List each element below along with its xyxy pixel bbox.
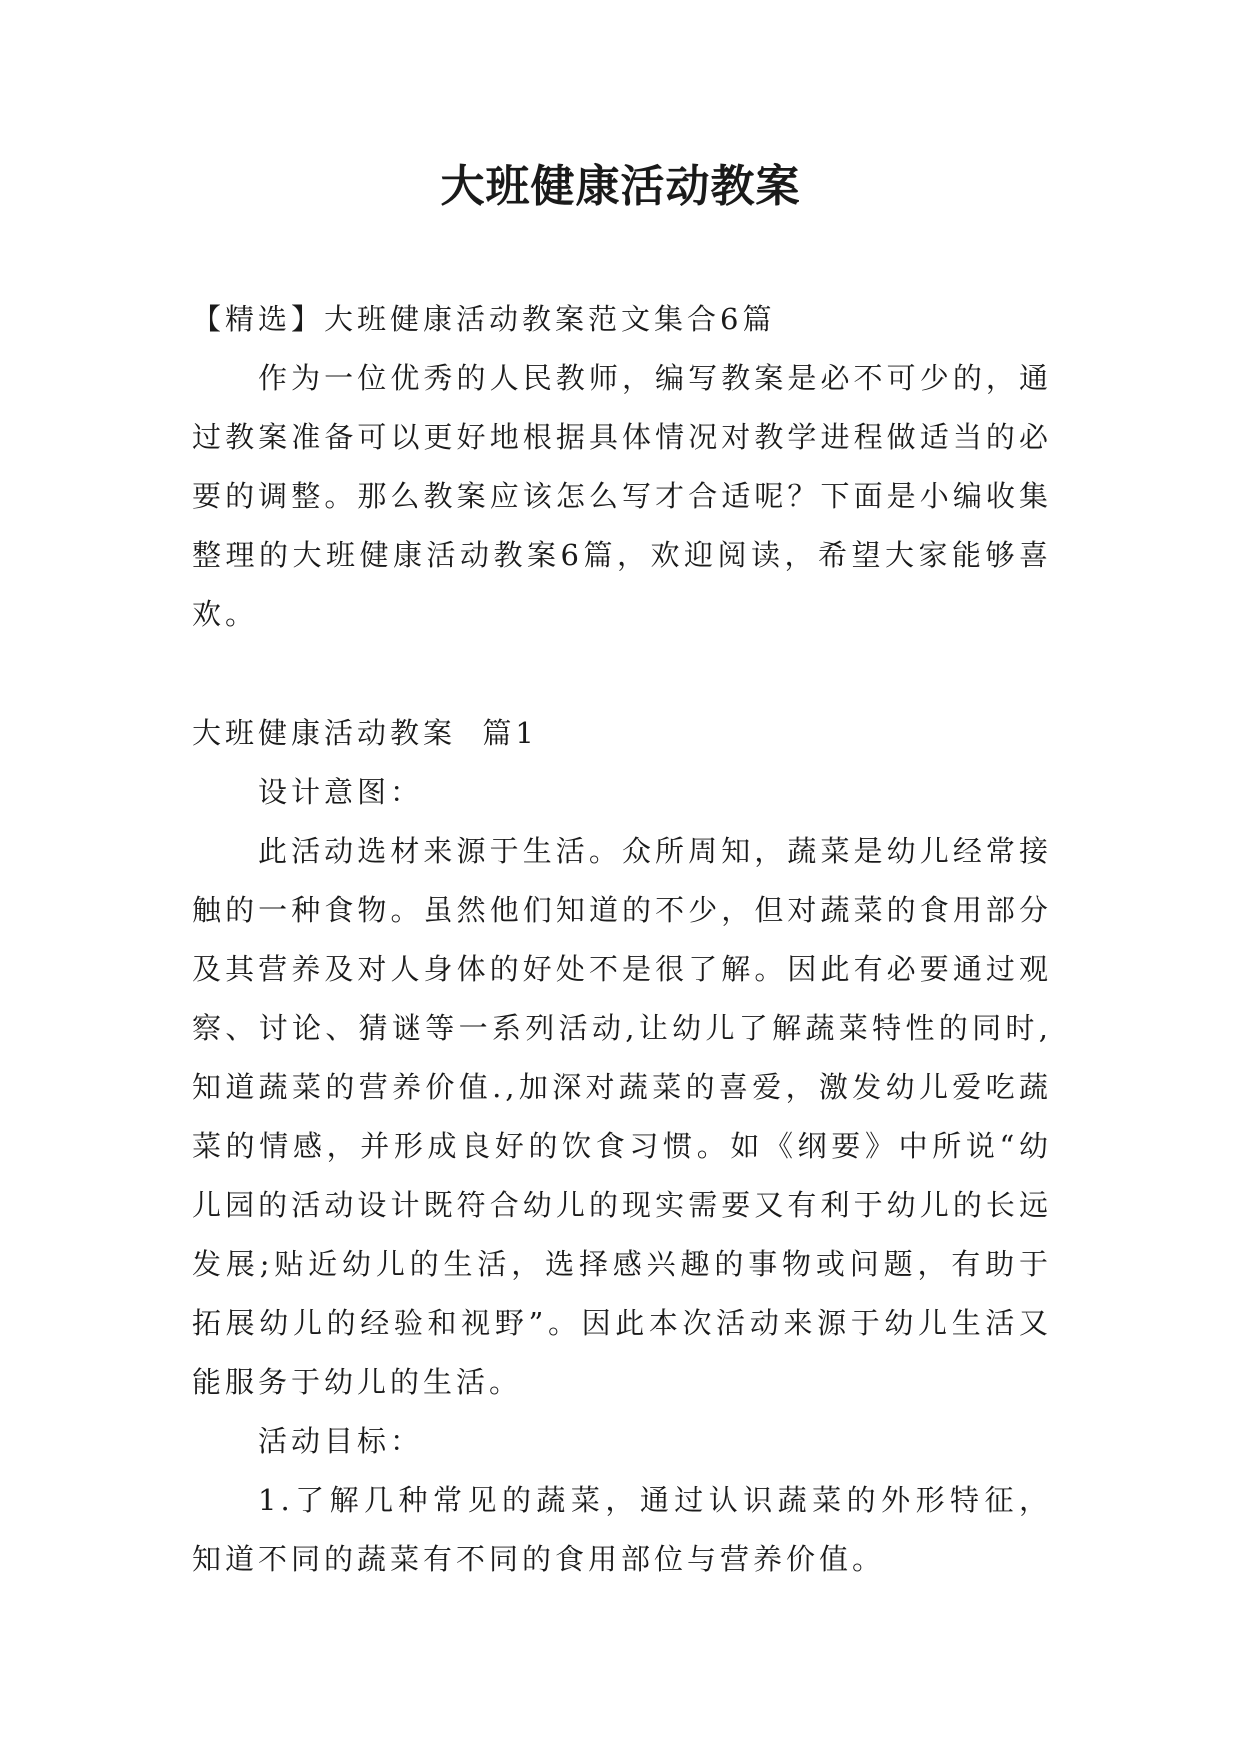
goals-label: 活动目标： <box>258 1424 424 1458</box>
section-heading: 大班健康活动教案 篇1 <box>192 716 538 750</box>
design-paragraph: 此活动选材来源于生活。众所周知，蔬菜是幼儿经常接触的一种食物。虽然他们知道的不少，但对蔬菜的食用部分及其营养及对人身体的好处不是很了解。因此有必要通过观察、讨论、猜谜等一系列活动,让幼儿了解蔬菜特性的同时,知道蔬菜的营养价值.,加深对蔬菜的喜爱，激发幼儿爱吃蔬菜的情感，并形成良好的饮食习惯。如《纲要》中所说“幼儿园的活动设计既符合幼儿的现实需要又有利于幼儿的长远发展;贴近幼儿的生活，选择感兴趣的事物或问题，有助于拓展幼儿的经验和视野”。因此本次活动来源于幼儿生活又能服务于幼儿的生活。 <box>192 834 1052 1399</box>
document-subtitle: 【精选】大班健康活动教案范文集合6篇 <box>192 302 776 336</box>
design-label: 设计意图： <box>258 775 424 809</box>
document-title: 大班健康活动教案 <box>440 161 801 212</box>
goal-item-1: 1.了解几种常见的蔬菜，通过认识蔬菜的外形特征，知道不同的蔬菜有不同的食用部位与营养价值。 <box>192 1483 1052 1576</box>
intro-paragraph: 作为一位优秀的人民教师，编写教案是必不可少的，通过教案准备可以更好地根据具体情况对教学进程做适当的必要的调整。那么教案应该怎么写才合适呢？下面是小编收集整理的大班健康活动教案6篇，欢迎阅读，希望大家能够喜欢。 <box>192 361 1052 631</box>
document-body <box>192 290 1052 1589</box>
